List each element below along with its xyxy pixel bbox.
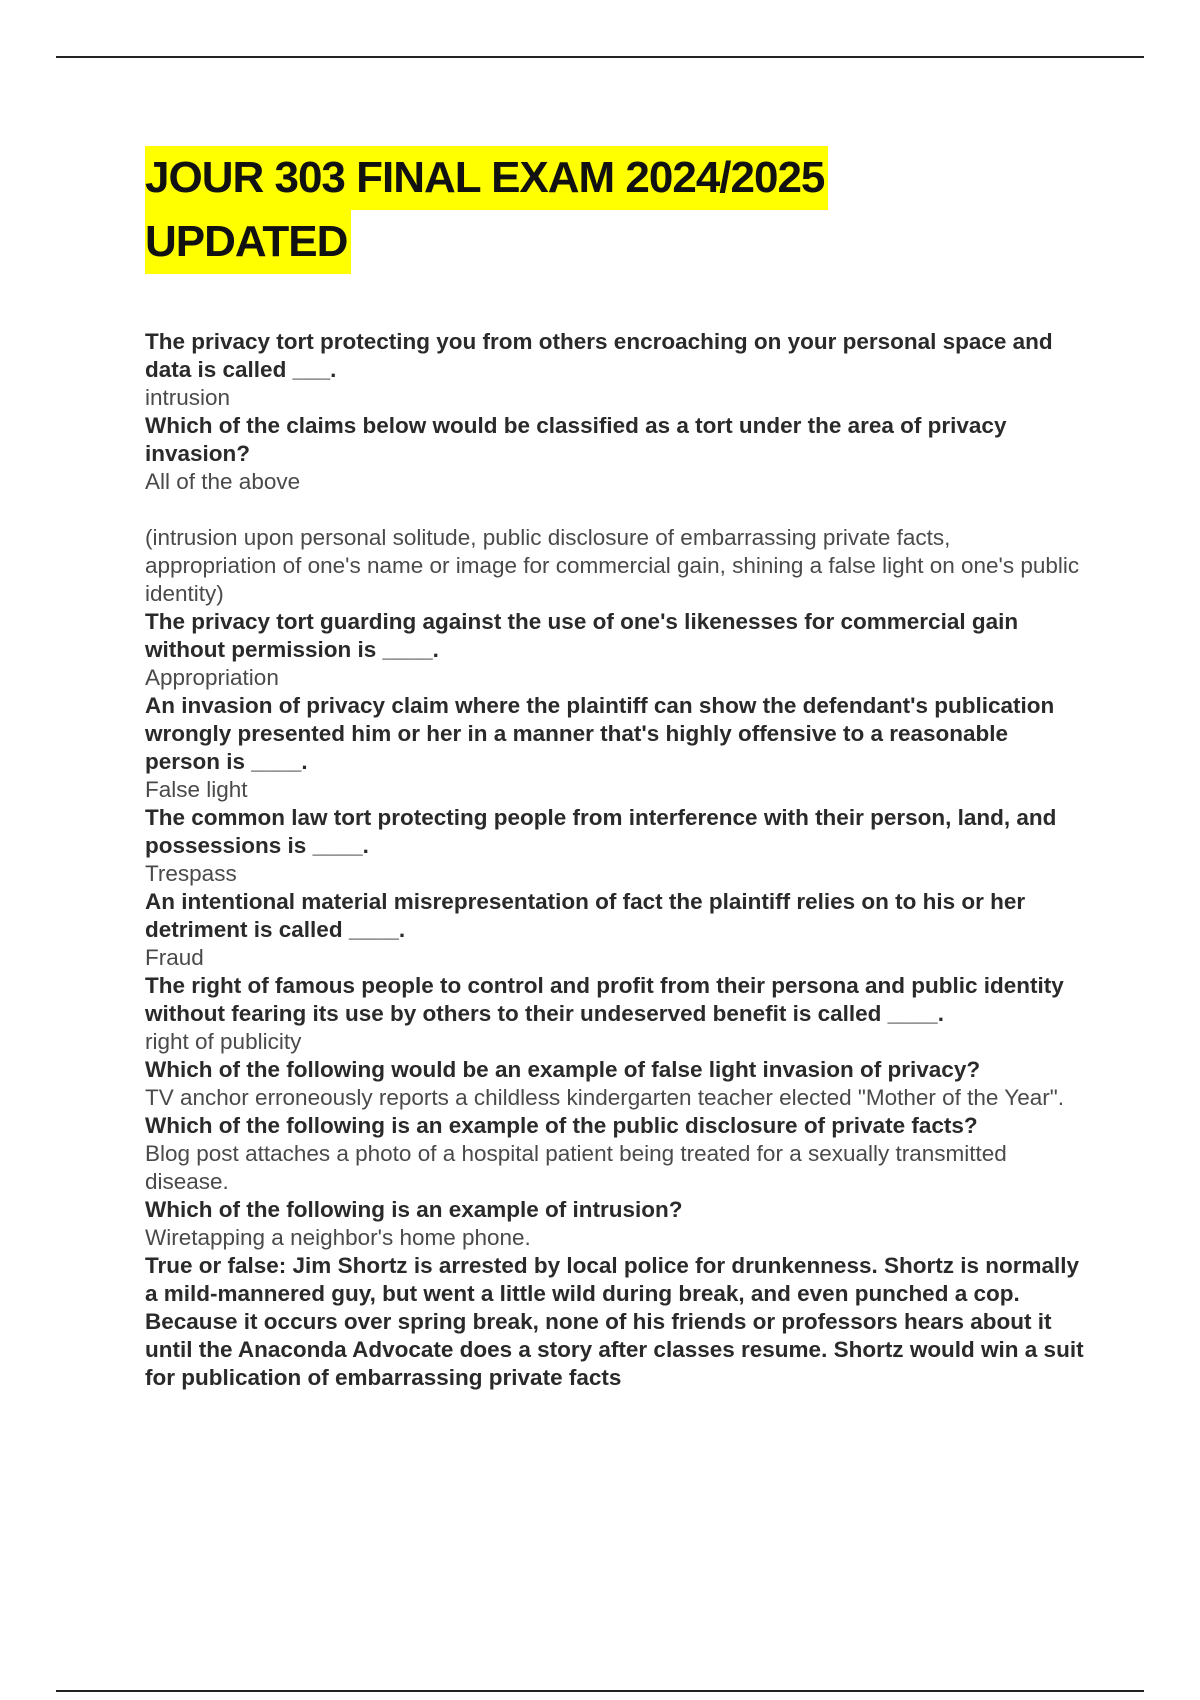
answer-1: intrusion: [145, 385, 231, 410]
question-2: Which of the claims below would be classified as a tort under the area of privacy invasion?: [145, 413, 1007, 466]
answer-2-main: All of the above: [145, 469, 301, 494]
answer-6: Fraud: [145, 945, 204, 970]
question-7: The right of famous people to control and profit from their persona and public identity without fearing its use by others to their undeserved benefit is called ____.: [145, 973, 1064, 1026]
question-4: An invasion of privacy claim where the plaintiff can show the defendant's publication wrongly presented him or her in a manner that's highly offensive to a reasonable person is ____.: [145, 693, 1055, 774]
question-answer-list: [145, 328, 1085, 1392]
question-1: The privacy tort protecting you from others encroaching on your personal space and data is called ___.: [145, 329, 1053, 382]
header-rule: [56, 56, 1144, 58]
answer-3: Appropriation: [145, 665, 279, 690]
answer-2-detail: (intrusion upon personal solitude, public disclosure of embarrassing private facts, appropriation of one's name or image for commercial gain, shining a false light on one's public identity): [145, 525, 1080, 606]
document-title: [145, 146, 1045, 274]
answer-9: Blog post attaches a photo of a hospital patient being treated for a sexually transmitted disease.: [145, 1141, 1007, 1194]
question-6: An intentional material misrepresentation of fact the plaintiff relies on to his or her detriment is called ____.: [145, 889, 1026, 942]
answer-5: Trespass: [145, 861, 237, 886]
answer-7: right of publicity: [145, 1029, 302, 1054]
question-3: The privacy tort guarding against the use of one's likenesses for commercial gain without permission is ____.: [145, 609, 1019, 662]
answer-4: False light: [145, 777, 248, 802]
question-8: Which of the following would be an example of false light invasion of privacy?: [145, 1057, 981, 1082]
question-11: True or false: Jim Shortz is arrested by local police for drunkenness. Shortz is normally a mild-mannered guy, but went a little wild during break, and even punched a cop. Because it occurs over spring break, none of his friends or professors hears about it until the Anaconda Advocate does a story after classes resume. Shortz would win a suit for publication of embarrassing private facts: [145, 1253, 1084, 1390]
answer-2: [145, 468, 1085, 608]
question-5: The common law tort protecting people from interference with their person, land, and possessions is ____.: [145, 805, 1057, 858]
footer-rule: [56, 1690, 1144, 1692]
title-line-2: UPDATED: [145, 210, 351, 274]
answer-10: Wiretapping a neighbor's home phone.: [145, 1225, 531, 1250]
title-line-1: JOUR 303 FINAL EXAM 2024/2025: [145, 146, 828, 210]
question-10: Which of the following is an example of intrusion?: [145, 1197, 683, 1222]
question-9: Which of the following is an example of the public disclosure of private facts?: [145, 1113, 978, 1138]
answer-8: TV anchor erroneously reports a childless kindergarten teacher elected "Mother of the Year".: [145, 1085, 1064, 1110]
